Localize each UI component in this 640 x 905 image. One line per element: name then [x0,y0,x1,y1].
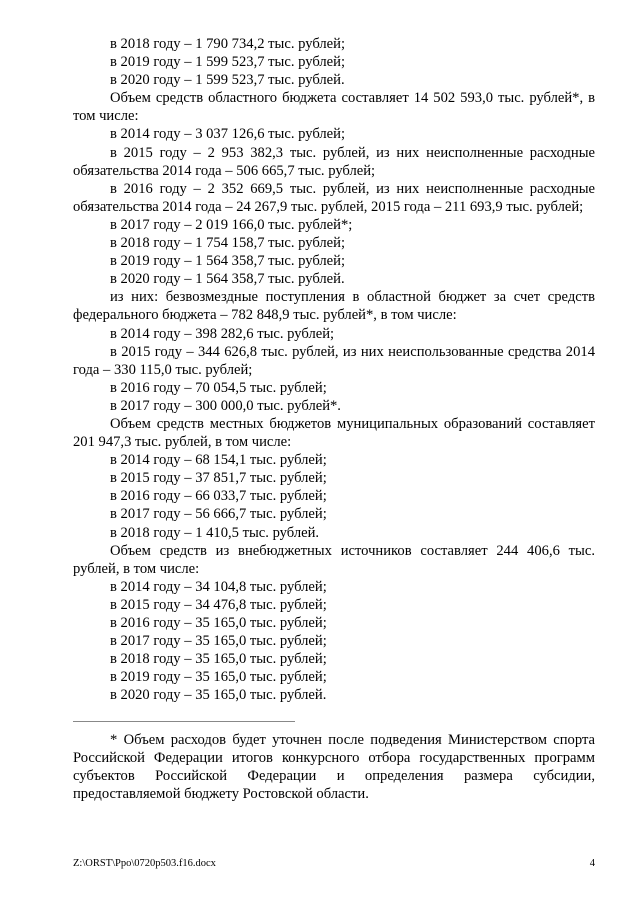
paragraph: в 2017 году – 35 165,0 тыс. рублей; [110,633,327,650]
paragraph: Объем средств из внебюджетных источников составляет 244 406,6 тыс. рублей, в том числе: [73,542,595,577]
paragraph: в 2014 году – 3 037 126,6 тыс. рублей; [110,126,346,143]
paragraph: в 2019 году – 35 165,0 тыс. рублей; [110,669,327,686]
paragraph: в 2018 году – 1 754 158,7 тыс. рублей; [110,235,346,252]
paragraph: из них: безвозмездные поступления в областной бюджет за счет средств федерального бюджета – 782 848,9 тыс. рублей*, в том числе: [73,289,595,324]
footnote: * Объем расходов будет уточнен после подведения Министерством спорта Российской Федерации итогов конкурсного отбора государственных программ субъектов Российской Федерации и определения размера субсидии, предоставляемой бюджету Ростовской области. [73,732,595,803]
paragraph: в 2014 году – 68 154,1 тыс. рублей; [110,452,327,469]
paragraph: в 2019 году – 1 599 523,7 тыс. рублей; [110,54,346,71]
paragraph: в 2018 году – 1 790 734,2 тыс. рублей; [110,36,346,52]
paragraph: Объем средств местных бюджетов муниципальных образований составляет 201 947,3 тыс. рублей, в том числе: [73,415,595,451]
paragraph: в 2015 году – 2 953 382,3 тыс. рублей, из них неисполненные расходные обязательства 2014 года – 506 665,7 тыс. рублей; [73,144,595,179]
page-number: 4 [589,858,595,869]
body-text [73,35,595,704]
paragraph: в 2015 году – 344 626,8 тыс. рублей, из них неиспользованные средства 2014 года – 330 115,0 тыс. рублей; [73,343,595,378]
paragraph: в 2017 году – 56 666,7 тыс. рублей; [110,506,327,523]
paragraph: в 2018 году – 35 165,0 тыс. рублей; [110,651,327,668]
paragraph: в 2020 году – 35 165,0 тыс. рублей. [110,687,327,704]
paragraph: в 2016 году – 35 165,0 тыс. рублей; [110,615,327,631]
paragraph: в 2016 году – 66 033,7 тыс. рублей; [110,488,327,505]
paragraph: в 2018 году – 1 410,5 тыс. рублей. [110,524,320,541]
paragraph: в 2015 году – 37 851,7 тыс. рублей; [110,470,327,487]
paragraph: в 2014 году – 34 104,8 тыс. рублей; [110,578,327,595]
footer-file-path: Z:\ORST\Ppo\0720p503.f16.docx [73,858,216,869]
paragraph: Объем средств областного бюджета составляет 14 502 593,0 тыс. рублей*, в том числе: [73,90,595,125]
paragraph: в 2017 году – 2 019 166,0 тыс. рублей*; [110,216,353,233]
paragraph: в 2019 году – 1 564 358,7 тыс. рублей; [110,253,346,270]
paragraph: в 2017 году – 300 000,0 тыс. рублей*. [110,397,341,414]
paragraph: в 2014 году – 398 282,6 тыс. рублей; [110,325,335,342]
paragraph: в 2020 году – 1 599 523,7 тыс. рублей. [110,72,345,89]
paragraph: в 2015 году – 34 476,8 тыс. рублей; [110,596,327,613]
paragraph: в 2016 году – 2 352 669,5 тыс. рублей, из них неисполненные расходные обязательства 2014 года – 24 267,9 тыс. рублей, 2015 года – 211 693,9 тыс. рублей; [73,180,595,215]
footnote-divider [73,721,295,722]
paragraph: в 2016 году – 70 054,5 тыс. рублей; [110,379,327,396]
paragraph: в 2020 году – 1 564 358,7 тыс. рублей. [110,271,345,288]
